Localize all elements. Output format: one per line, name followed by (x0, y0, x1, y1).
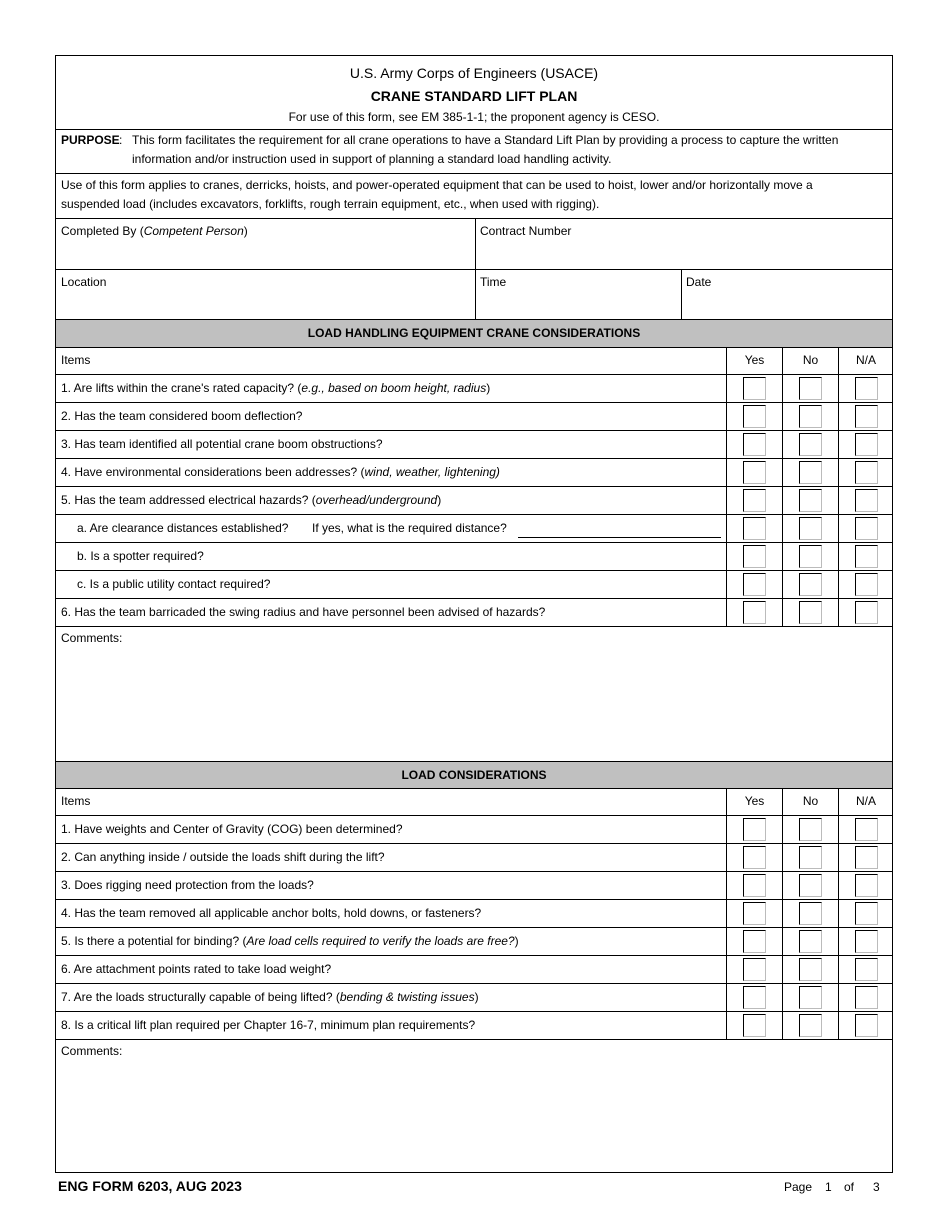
of-label: of (844, 1180, 855, 1194)
no-header: No (802, 353, 819, 367)
items-header: Items (61, 794, 91, 808)
use-note: For use of this form, see EM 385-1-1; the proponent agency is CESO. (288, 110, 660, 124)
na-checkbox[interactable] (855, 545, 878, 568)
page-number: 1 (825, 1180, 832, 1194)
table-row (56, 543, 892, 571)
equipment-q4: 4. Have environmental considerations been addresses? (wind, weather, lightening) (61, 465, 500, 479)
purpose-colon: : (119, 133, 123, 147)
na-checkbox[interactable] (855, 958, 878, 981)
load-comments-label: Comments: (61, 1044, 123, 1058)
yes-checkbox[interactable] (743, 986, 766, 1009)
na-checkbox[interactable] (855, 489, 878, 512)
no-checkbox[interactable] (799, 874, 822, 897)
yes-checkbox[interactable] (743, 846, 766, 869)
equipment-q2: 2. Has the team considered boom deflection? (61, 409, 303, 423)
no-checkbox[interactable] (799, 846, 822, 869)
table-row (56, 816, 892, 844)
no-header: No (802, 794, 819, 808)
na-checkbox[interactable] (855, 986, 878, 1009)
na-checkbox[interactable] (855, 461, 878, 484)
na-checkbox[interactable] (855, 874, 878, 897)
purpose-label: PURPOSE (61, 133, 120, 147)
table-row (56, 375, 892, 403)
equipment-section-heading: LOAD HANDLING EQUIPMENT CRANE CONSIDERATIONS (56, 319, 892, 348)
table-header-row (56, 788, 892, 816)
equipment-q5a: a. Are clearance distances established? (77, 521, 289, 535)
table-row (56, 872, 892, 900)
table-row (56, 515, 892, 543)
completed-by-row (56, 218, 892, 269)
na-checkbox[interactable] (855, 930, 878, 953)
divider (475, 270, 476, 320)
na-header: N/A (855, 353, 876, 367)
crane-lift-plan-form (55, 55, 893, 1173)
yes-checkbox[interactable] (743, 517, 766, 540)
load-section-heading: LOAD CONSIDERATIONS (56, 761, 892, 789)
no-checkbox[interactable] (799, 818, 822, 841)
load-q7: 7. Are the loads structurally capable of being lifted? (bending & twisting issues) (61, 990, 479, 1004)
table-row (56, 900, 892, 928)
yes-header: Yes (744, 794, 765, 808)
no-checkbox[interactable] (799, 930, 822, 953)
yes-checkbox[interactable] (743, 958, 766, 981)
clearance-distance-input[interactable] (520, 515, 720, 537)
yes-checkbox[interactable] (743, 930, 766, 953)
date-input[interactable] (686, 294, 881, 316)
na-checkbox[interactable] (855, 573, 878, 596)
na-checkbox[interactable] (855, 818, 878, 841)
na-checkbox[interactable] (855, 517, 878, 540)
purpose-text-line1: This form facilitates the requirement for all crane operations to have a Standard Lift Plan by providing a process to capture the written (132, 133, 839, 147)
table-row (56, 459, 892, 487)
location-input[interactable] (61, 294, 461, 316)
equipment-q6: 6. Has the team barricaded the swing radius and have personnel been advised of hazards? (61, 605, 546, 619)
table-row (56, 599, 892, 627)
load-q4: 4. Has the team removed all applicable anchor bolts, hold downs, or fasteners? (61, 906, 482, 920)
load-q2: 2. Can anything inside / outside the loads shift during the lift? (61, 850, 385, 864)
no-checkbox[interactable] (799, 573, 822, 596)
clearance-distance-underline (518, 537, 721, 538)
page-label: Page (784, 1180, 813, 1194)
yes-checkbox[interactable] (743, 902, 766, 925)
items-header: Items (61, 353, 91, 367)
equipment-q1: 1. Are lifts within the crane's rated capacity? (e.g., based on boom height, radius) (61, 381, 491, 395)
no-checkbox[interactable] (799, 986, 822, 1009)
no-checkbox[interactable] (799, 601, 822, 624)
no-checkbox[interactable] (799, 545, 822, 568)
equipment-q5c: c. Is a public utility contact required? (77, 577, 271, 591)
na-checkbox[interactable] (855, 433, 878, 456)
form-title: CRANE STANDARD LIFT PLAN (370, 88, 578, 104)
yes-checkbox[interactable] (743, 377, 766, 400)
yes-checkbox[interactable] (743, 461, 766, 484)
table-row (56, 928, 892, 956)
load-q1: 1. Have weights and Center of Gravity (COG) been determined? (61, 822, 403, 836)
na-checkbox[interactable] (855, 902, 878, 925)
no-checkbox[interactable] (799, 433, 822, 456)
no-checkbox[interactable] (799, 517, 822, 540)
location-row (56, 269, 892, 319)
applicability-line2: suspended load (includes excavators, forklifts, rough terrain equipment, etc., when used with rigging). (61, 197, 600, 211)
yes-checkbox[interactable] (743, 1014, 766, 1037)
form-id: ENG FORM 6203, AUG 2023 (58, 1178, 242, 1194)
contract-number-input[interactable] (480, 243, 880, 265)
load-comments (56, 1040, 892, 1170)
no-checkbox[interactable] (799, 902, 822, 925)
no-checkbox[interactable] (799, 489, 822, 512)
applicability-section (56, 173, 892, 218)
purpose-section (56, 129, 892, 173)
contract-number-label: Contract Number (480, 224, 572, 238)
purpose-text-line2: information and/or instruction used in support of planning a standard load handling activity. (132, 152, 612, 166)
na-header: N/A (855, 794, 876, 808)
table-row (56, 487, 892, 515)
yes-checkbox[interactable] (743, 545, 766, 568)
na-checkbox[interactable] (855, 1014, 878, 1037)
completed-by-input[interactable] (61, 243, 461, 265)
equipment-q5: 5. Has the team addressed electrical hazards? (overhead/underground) (61, 493, 442, 507)
page-total: 3 (873, 1180, 880, 1194)
yes-checkbox[interactable] (743, 601, 766, 624)
equipment-q5b: b. Is a spotter required? (77, 549, 204, 563)
table-row (56, 956, 892, 984)
no-checkbox[interactable] (799, 377, 822, 400)
load-comments-input[interactable] (61, 1064, 887, 1164)
no-checkbox[interactable] (799, 958, 822, 981)
no-checkbox[interactable] (799, 461, 822, 484)
na-checkbox[interactable] (855, 377, 878, 400)
load-q5: 5. Is there a potential for binding? (Are load cells required to verify the loads are free?) (61, 934, 519, 948)
applicability-line1: Use of this form applies to cranes, derricks, hoists, and power-operated equipment that can be used to hoist, lower and/or horizontally move a (61, 178, 813, 192)
location-label: Location (61, 275, 107, 289)
completed-by-label: Completed By (Competent Person) (61, 224, 248, 238)
load-q6: 6. Are attachment points rated to take load weight? (61, 962, 332, 976)
equipment-comments-label: Comments: (61, 631, 123, 645)
na-checkbox[interactable] (855, 601, 878, 624)
table-row (56, 431, 892, 459)
load-q8: 8. Is a critical lift plan required per Chapter 16-7, minimum plan requirements? (61, 1018, 476, 1032)
equipment-q3: 3. Has team identified all potential crane boom obstructions? (61, 437, 383, 451)
divider (475, 219, 476, 269)
na-checkbox[interactable] (855, 405, 878, 428)
date-label: Date (686, 275, 712, 289)
table-row (56, 844, 892, 872)
equipment-comments (56, 627, 892, 761)
yes-checkbox[interactable] (743, 818, 766, 841)
yes-header: Yes (744, 353, 765, 367)
table-header-row (56, 347, 892, 375)
divider (681, 270, 682, 320)
no-checkbox[interactable] (799, 405, 822, 428)
yes-checkbox[interactable] (743, 489, 766, 512)
yes-checkbox[interactable] (743, 405, 766, 428)
table-row (56, 984, 892, 1012)
yes-checkbox[interactable] (743, 573, 766, 596)
equipment-q5a-followup: If yes, what is the required distance? (312, 521, 507, 535)
equipment-comments-input[interactable] (61, 651, 887, 756)
table-row (56, 571, 892, 599)
time-input[interactable] (480, 294, 670, 316)
time-label: Time (480, 275, 507, 289)
no-checkbox[interactable] (799, 1014, 822, 1037)
yes-checkbox[interactable] (743, 433, 766, 456)
yes-checkbox[interactable] (743, 874, 766, 897)
table-row (56, 1012, 892, 1040)
agency-name: U.S. Army Corps of Engineers (USACE) (349, 65, 599, 81)
na-checkbox[interactable] (855, 846, 878, 869)
load-q3: 3. Does rigging need protection from the loads? (61, 878, 314, 892)
table-row (56, 403, 892, 431)
